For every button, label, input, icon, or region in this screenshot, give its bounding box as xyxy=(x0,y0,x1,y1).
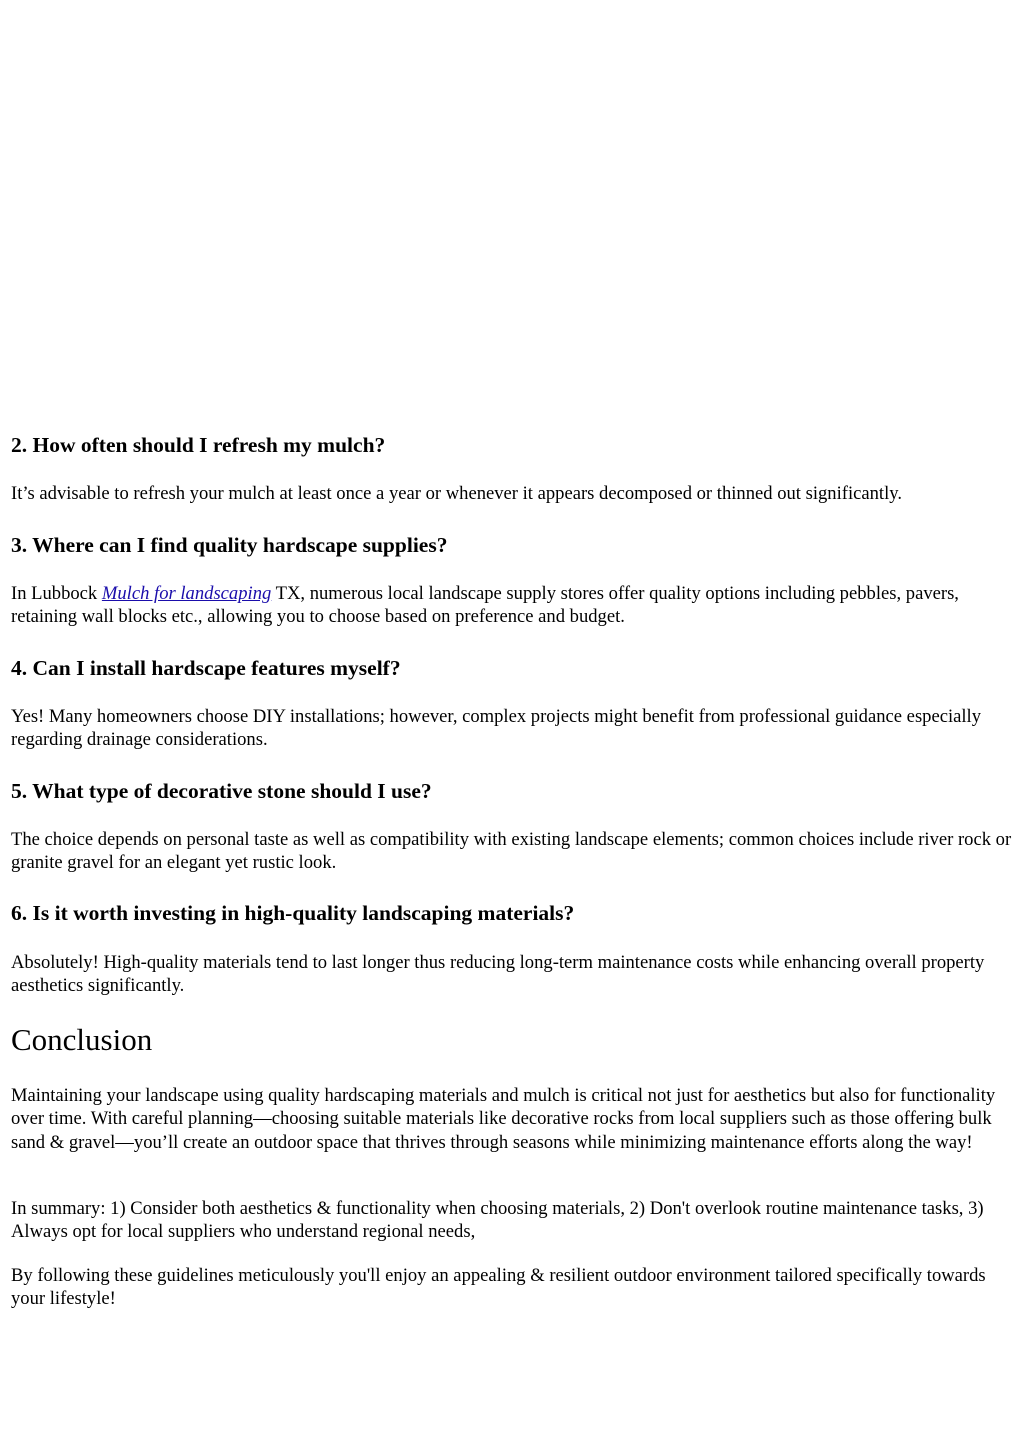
conclusion-summary-paragraph: In summary: 1) Consider both aesthetics & functionality when choosing materials, 2) Don't overlook routine maintenance tasks, 3) Always opt for local suppliers who understand regional needs, xyxy=(11,1198,984,1243)
faq-question-5: 5. What type of decorative stone should I use? xyxy=(11,779,432,803)
faq-answer-6: Absolutely! High-quality materials tend to last longer thus reducing long-term maintenance costs while enhancing overall property aesthetics significantly. xyxy=(11,952,985,997)
faq-answer-2: It’s advisable to refresh your mulch at least once a year or whenever it appears decomposed or thinned out significantly. xyxy=(11,483,902,504)
faq-answer-3 xyxy=(11,582,1015,629)
faq-answer-5: The choice depends on personal taste as well as compatibility with existing landscape elements; common choices include river rock or granite gravel for an elegant yet rustic look. xyxy=(11,829,1012,874)
faq-answer-3-after: TX, numerous local landscape supply stores offer quality options including pebbles, pavers, retaining wall blocks etc., allowing you to choose based on preference and budget. xyxy=(11,583,959,628)
faq-question-6: 6. Is it worth investing in high-quality landscaping materials? xyxy=(11,901,575,925)
faq-answer-3-before: In Lubbock xyxy=(11,583,102,604)
mulch-for-landscaping-link[interactable]: Mulch for landscaping xyxy=(101,583,272,604)
faq-question-4: 4. Can I install hardscape features myself? xyxy=(11,656,401,680)
faq-answer-4: Yes! Many homeowners choose DIY installations; however, complex projects might benefit from professional guidance especially regarding drainage considerations. xyxy=(11,706,982,751)
conclusion-paragraph-1: Maintaining your landscape using quality hardscaping materials and mulch is critical not just for aesthetics but also for functionality over time. With careful planning—choosing suitable materials like decorative rocks from local suppliers such as those offering bulk sand & gravel—you’ll create an outdoor space that thrives through seasons while minimizing maintenance efforts along the way! xyxy=(11,1085,996,1153)
faq-question-3: 3. Where can I find quality hardscape supplies? xyxy=(11,533,448,557)
conclusion-heading: Conclusion xyxy=(11,1022,153,1057)
faq-question-2: 2. How often should I refresh my mulch? xyxy=(11,433,386,457)
conclusion-closing-paragraph: By following these guidelines meticulously you'll enjoy an appealing & resilient outdoor environment tailored specifically towards your lifestyle! xyxy=(11,1265,986,1310)
